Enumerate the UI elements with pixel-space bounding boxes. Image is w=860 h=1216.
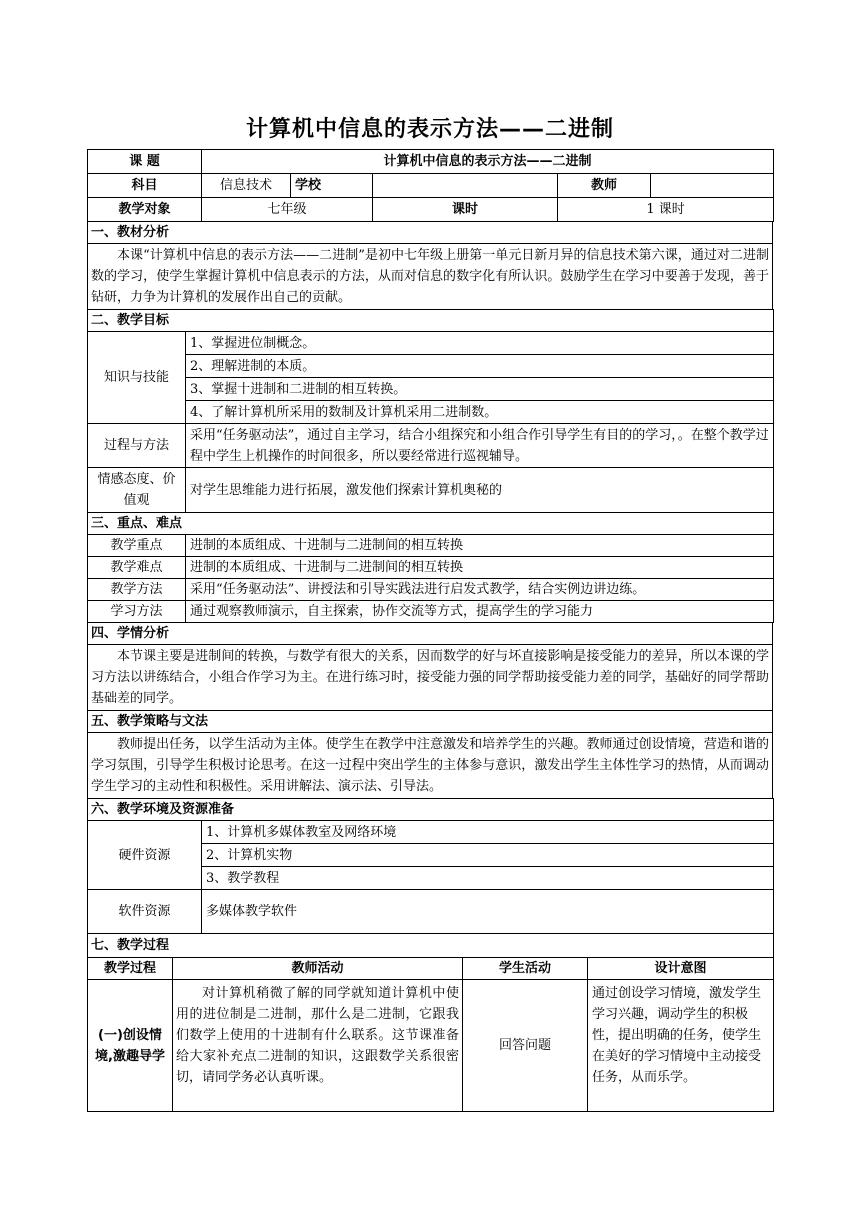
- hours-value: 1 课时: [558, 198, 774, 222]
- hardware-item: 2、计算机实物: [202, 844, 774, 867]
- section-teaching-process: [87, 933, 774, 1112]
- emotion-text: 对学生思维能力进行拓展，激发他们探索计算机奥秘的: [186, 468, 774, 513]
- section-heading: 六、教学环境及资源准备: [88, 799, 774, 821]
- section-heading: 五、教学策略与文法: [88, 711, 773, 733]
- section-text: 本节课主要是进制间的转换，与数学有很大的关系，因而数学的好与坏直接影响是接受能力的差异，所以本课的学习方法以讲练结合，小组合作学习为主。在进行练习时，接受能力强的同学帮助接受能力差的同学，基础好的同学帮助基础差的同学。: [88, 645, 773, 711]
- section-text: 教师提出任务，以学生活动为主体。使学生在教学中注意激发和培养学生的兴趣。教师通过创设情境，营造和谐的学习氛围，引导学生积极讨论思考。在这一过程中突出学生的主体参与意识，激发出学生主体性学习的热情，从而调动学生学习的主动性和积极性。采用讲解法、演示法、引导法。: [88, 733, 773, 799]
- section-resources: [87, 798, 774, 934]
- subject-label: 科目: [88, 174, 202, 198]
- hardware-item: 3、教学教程: [202, 867, 774, 890]
- school-label: 学校: [291, 174, 373, 198]
- subject-value: 信息技术: [202, 174, 291, 198]
- knowledge-item: 2、理解进制的本质。: [186, 355, 774, 378]
- teacher-activity: 对计算机稍微了解的同学就知道计算机中使用的进位制是二进制，那什么是二进制，它跟我们数学上使用的十进制有什么联系。这节课准备给大家补充点二进制的知识，这跟数学关系很密切，请同学务必认真听课。: [173, 980, 463, 1112]
- col-intent: 设计意图: [588, 958, 774, 980]
- knowledge-item: 4、了解计算机所采用的数制及计算机采用二进制数。: [186, 401, 774, 424]
- teacher-label: 教师: [558, 174, 651, 198]
- topic-label: 课 题: [88, 150, 202, 174]
- key-point-value: 进制的本质组成、十进制与二进制间的相互转换: [186, 535, 774, 557]
- software-label: 软件资源: [88, 890, 202, 934]
- col-process: 教学过程: [88, 958, 173, 980]
- section-strategy: [87, 710, 773, 799]
- hardware-item: 1、计算机多媒体教室及网络环境: [202, 821, 774, 844]
- section-key-points: [87, 512, 774, 623]
- col-teacher: 教师活动: [173, 958, 463, 980]
- col-student: 学生活动: [463, 958, 588, 980]
- section-student-analysis: [87, 622, 773, 711]
- key-point-label: 教学重点: [88, 535, 186, 557]
- stage-cell: (一)创设情境,激趣导学: [88, 980, 173, 1112]
- school-value: [373, 174, 558, 198]
- learning-method-value: 通过观察教师演示，自主探索，协作交流等方式，提高学生的学习能力: [186, 601, 774, 623]
- audience-label: 教学对象: [88, 198, 202, 222]
- software-value: 多媒体教学软件: [202, 890, 774, 934]
- section-teaching-goals: [87, 309, 774, 513]
- method-value: 采用“任务驱动法”、讲授法和引导实践法进行启发式教学，结合实例边讲边练。: [186, 579, 774, 601]
- hours-label: 课时: [373, 198, 558, 222]
- section-heading: 二、教学目标: [88, 310, 774, 332]
- audience-value: 七年级: [202, 198, 373, 222]
- section-text: 本课“计算机中信息的表示方法——二进制”是初中七年级上册第一单元日新月异的信息技术第六课，通过对二进制数的学习，使学生掌握计算机中信息表示的方法，从而对信息的数字化有所认识。鼓励学生在学习中要善于发现，善于钻研，力争为计算机的发展作出自己的贡献。: [88, 244, 773, 310]
- section-material-analysis: [87, 221, 773, 310]
- learning-method-label: 学习方法: [88, 601, 186, 623]
- student-activity: 回答问题: [463, 980, 588, 1112]
- difficulty-value: 进制的本质组成、十进制与二进制间的相互转换: [186, 557, 774, 579]
- topic-value: 计算机中信息的表示方法——二进制: [202, 150, 774, 174]
- header-table: [87, 149, 774, 222]
- section-heading: 一、教材分析: [88, 222, 773, 244]
- knowledge-item: 1、掌握进位制概念。: [186, 332, 774, 355]
- design-intent: 通过创设学习情境，激发学生学习兴趣，调动学生的积极性，提出明确的任务，使学生在美好的学习情境中主动接受任务，从而乐学。: [588, 980, 774, 1112]
- hardware-label: 硬件资源: [88, 821, 202, 890]
- section-heading: 七、教学过程: [88, 934, 774, 958]
- section-heading: 四、学情分析: [88, 623, 773, 645]
- emotion-label: 情感态度、价值观: [88, 468, 186, 513]
- process-label: 过程与方法: [88, 424, 186, 468]
- page-title: 计算机中信息的表示方法——二进制: [245, 117, 614, 142]
- knowledge-label: 知识与技能: [88, 332, 186, 424]
- section-heading: 三、重点、难点: [88, 513, 774, 535]
- knowledge-item: 3、掌握十进制和二进制的相互转换。: [186, 378, 774, 401]
- process-text: 采用“任务驱动法”，通过自主学习，结合小组探究和小组合作引导学生有目的的学习，。在整个教学过程中学生上机操作的时间很多，所以要经常进行巡视辅导。: [186, 424, 774, 468]
- teacher-value: [651, 174, 774, 198]
- method-label: 教学方法: [88, 579, 186, 601]
- difficulty-label: 教学难点: [88, 557, 186, 579]
